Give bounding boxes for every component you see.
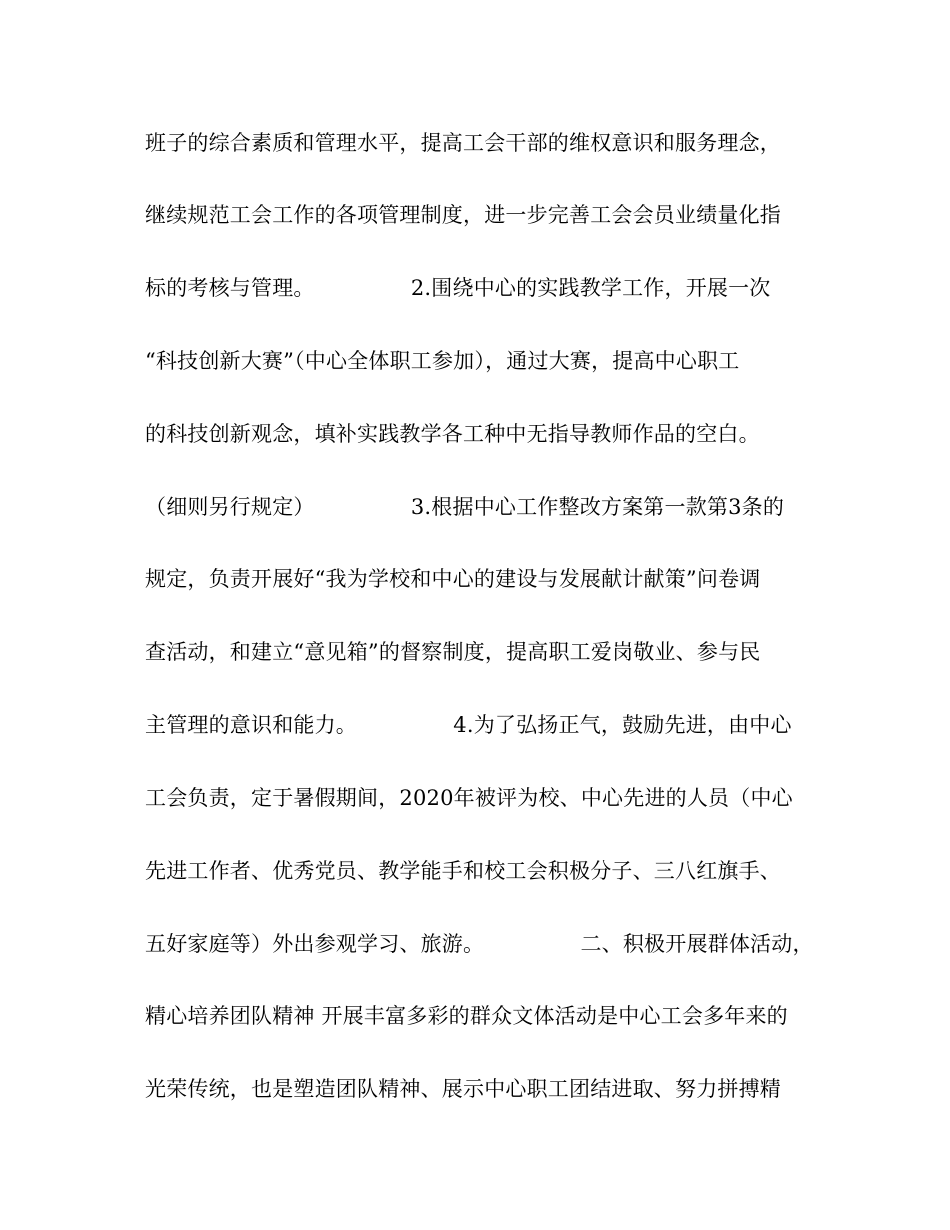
text-line: 光荣传统，也是塑造团队精神、展示中心职工团结进取、努力拼搏精	[145, 1077, 781, 1101]
text-line: 主管理的意识和能力。 4.为了弘扬正气，鼓励先进，由中心	[145, 713, 792, 737]
text-line: 先进工作者、优秀党员、教学能手和校工会积极分子、三八红旗手、	[145, 859, 781, 883]
text-line: “科技创新大赛”（中心全体职工参加），通过大赛，提高中心职工	[145, 349, 740, 373]
text-line: 精心培养团队精神 开展丰富多彩的群众文体活动是中心工会多年来的	[145, 1004, 788, 1028]
text-line: 规定，负责开展好“我为学校和中心的建设与发展献计献策”问卷调	[145, 567, 761, 591]
text-line: 继续规范工会工作的各项管理制度，进一步完善工会会员业绩量化指	[145, 203, 781, 227]
text-line: 工会负责，定于暑假期间，2020年被评为校、中心先进的人员（中心	[145, 786, 793, 810]
text-line: 班子的综合素质和管理水平，提高工会干部的维权意识和服务理念，	[145, 131, 781, 155]
text-line: 五好家庭等）外出参观学习、旅游。 二、积极开展群体活动，	[145, 932, 814, 956]
text-line: 标的考核与管理。 2.围绕中心的实践教学工作，开展一次	[145, 276, 771, 300]
text-line: 的科技创新观念，填补实践教学各工种中无指导教师作品的空白。	[145, 422, 760, 446]
text-line: （细则另行规定） 3.根据中心工作整改方案第一款第3条的	[145, 495, 785, 519]
text-line: 查活动，和建立“意见箱”的督察制度，提高职工爱岗敬业、参与民	[145, 640, 761, 664]
